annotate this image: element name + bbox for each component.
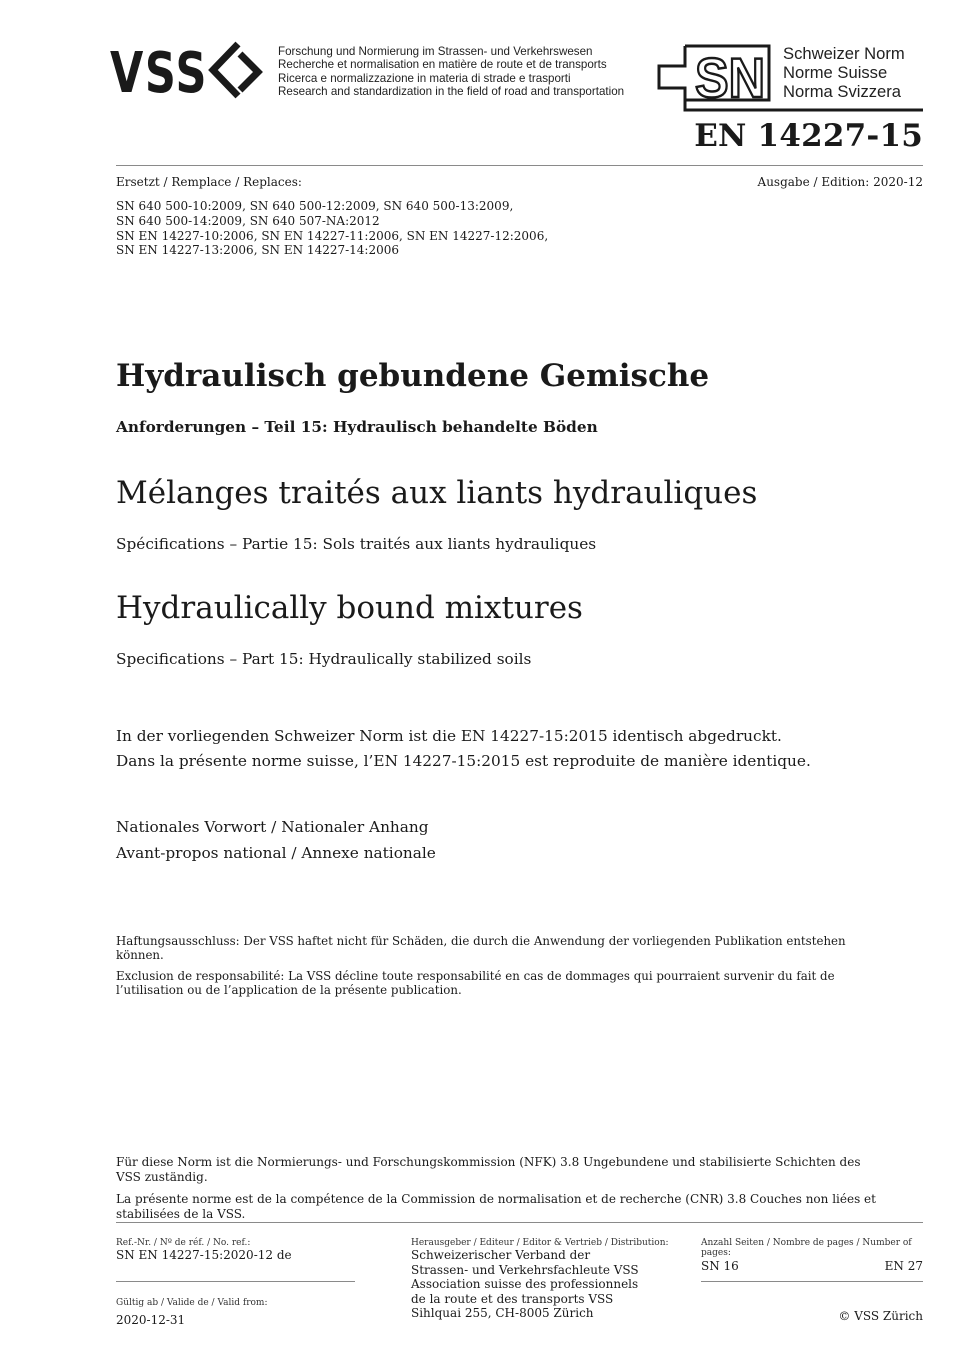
sn-name-fr: Norme Suisse	[783, 63, 888, 83]
page-count-label: Anzahl Seiten / Nombre de pages / Number of pages:	[701, 1238, 912, 1258]
vss-tagline	[278, 45, 624, 99]
sn-logo-text: SN	[695, 46, 765, 109]
subtitle-french: Spécifications – Partie 15: Sols traités aux liants hydrauliques	[116, 535, 597, 553]
identical-note-fr: Dans la présente norme suisse, l’EN 14227-15:2015 est reproduite de manière identique.	[116, 752, 811, 770]
title-german: Hydraulisch gebundene Gemische	[116, 358, 710, 394]
footer-divider	[116, 1222, 923, 1223]
vss-tagline-fr: Recherche et normalisation en matière de route et de transports	[278, 58, 607, 72]
disclaimer-fr: Exclusion de responsabilité: La VSS décline toute responsabilité en cas de dommages qui pourraient survenir du fait de l’utilisation ou de l’application de la présente publication.	[116, 969, 835, 997]
reference-value: SN EN 14227-15:2020-12 de	[116, 1248, 292, 1262]
disclaimer	[116, 934, 856, 1004]
publisher-line: Sihlquai 255, CH-8005 Zürich	[411, 1306, 594, 1321]
copyright: © VSS Zürich	[838, 1309, 923, 1323]
reference-label: Ref.-Nr. / Nº de réf. / No. ref.:	[116, 1238, 251, 1248]
committee-note	[116, 1155, 876, 1229]
valid-from-label: Gültig ab / Valide de / Valid from:	[116, 1298, 268, 1308]
vss-tagline-en: Research and standardization in the field of road and transportation	[278, 85, 625, 99]
replaces-line: SN EN 14227-10:2006, SN EN 14227-11:2006, SN EN 14227-12:2006,	[116, 228, 549, 243]
vss-tagline-it: Ricerca e normalizzazione in materia di strade e trasporti	[278, 71, 571, 85]
publisher-line: Schweizerischer Verband der	[411, 1248, 591, 1262]
committee-note-fr: La présente norme est de la compétence de la Commission de normalisation et de recherche (CNR) 3.8 Couches non liées et stabilisées de la VSS.	[116, 1192, 876, 1221]
sn-name-de: Schweizer Norm	[783, 44, 905, 63]
vss-logo-text: VSS	[110, 41, 208, 100]
publisher	[411, 1238, 669, 1321]
title-english: Hydraulically bound mixtures	[116, 590, 583, 626]
title-french: Mélanges traités aux liants hydrauliques	[116, 475, 758, 511]
edition-date: Ausgabe / Edition: 2020-12	[757, 175, 923, 189]
page-count-sn: SN 16	[701, 1259, 739, 1273]
identical-note-de: In der vorliegenden Schweizer Norm ist die EN 14227-15:2015 identisch abgedruckt.	[116, 727, 782, 745]
sn-name-it: Norma Svizzera	[783, 82, 902, 102]
national-note-de: Nationales Vorwort / Nationaler Anhang	[116, 818, 429, 836]
sn-norm-names	[783, 44, 905, 102]
subtitle-english: Specifications – Part 15: Hydraulically stabilized soils	[116, 650, 532, 668]
page-count	[701, 1238, 923, 1273]
page-count-en: EN 27	[884, 1259, 923, 1273]
vss-tagline-de: Forschung und Normierung im Strassen- und Verkehrswesen	[278, 45, 593, 58]
national-note-fr: Avant-propos national / Annexe nationale	[116, 844, 436, 862]
replaces-line: SN 640 500-14:2009, SN 640 507-NA:2012	[116, 213, 380, 228]
publisher-label: Herausgeber / Editeur / Editor & Vertrieb / Distribution:	[411, 1238, 669, 1248]
subtitle-german: Anforderungen – Teil 15: Hydraulisch behandelte Böden	[116, 418, 598, 436]
vss-logo-mark	[110, 40, 272, 100]
reference-number	[116, 1238, 292, 1262]
reference-divider	[116, 1281, 355, 1282]
header-divider	[116, 165, 923, 166]
vss-logo	[110, 40, 272, 104]
replaces-list	[116, 199, 548, 258]
valid-from-value: 2020-12-31	[116, 1313, 186, 1327]
identical-reproduction-note	[116, 724, 811, 774]
publisher-line: de la route et des transports VSS	[411, 1291, 614, 1306]
publisher-line: Association suisse des professionnels	[411, 1277, 639, 1292]
national-annex-note	[116, 814, 436, 866]
valid-from	[116, 1297, 276, 1327]
replaces-label: Ersetzt / Remplace / Replaces:	[116, 175, 302, 189]
publisher-line: Strassen- und Verkehrsfachleute VSS	[411, 1262, 639, 1277]
chevron-right-icon	[240, 54, 258, 90]
chevron-left-icon	[213, 44, 238, 96]
replaces-line: SN 640 500-10:2009, SN 640 500-12:2009, SN 640 500-13:2009,	[116, 199, 514, 213]
replaces-line: SN EN 14227-13:2006, SN EN 14227-14:2006	[116, 243, 400, 258]
disclaimer-de: Haftungsausschluss: Der VSS haftet nicht für Schäden, die durch die Anwendung der vorliegenden Publikation entstehen können.	[116, 934, 846, 962]
standard-number: EN 14227-15	[694, 118, 923, 154]
committee-note-de: Für diese Norm ist die Normierungs- und Forschungskommission (NFK) 3.8 Ungebundene und stabilisierte Schichten des VSS zuständig.	[116, 1155, 861, 1184]
page-count-divider	[701, 1281, 923, 1282]
